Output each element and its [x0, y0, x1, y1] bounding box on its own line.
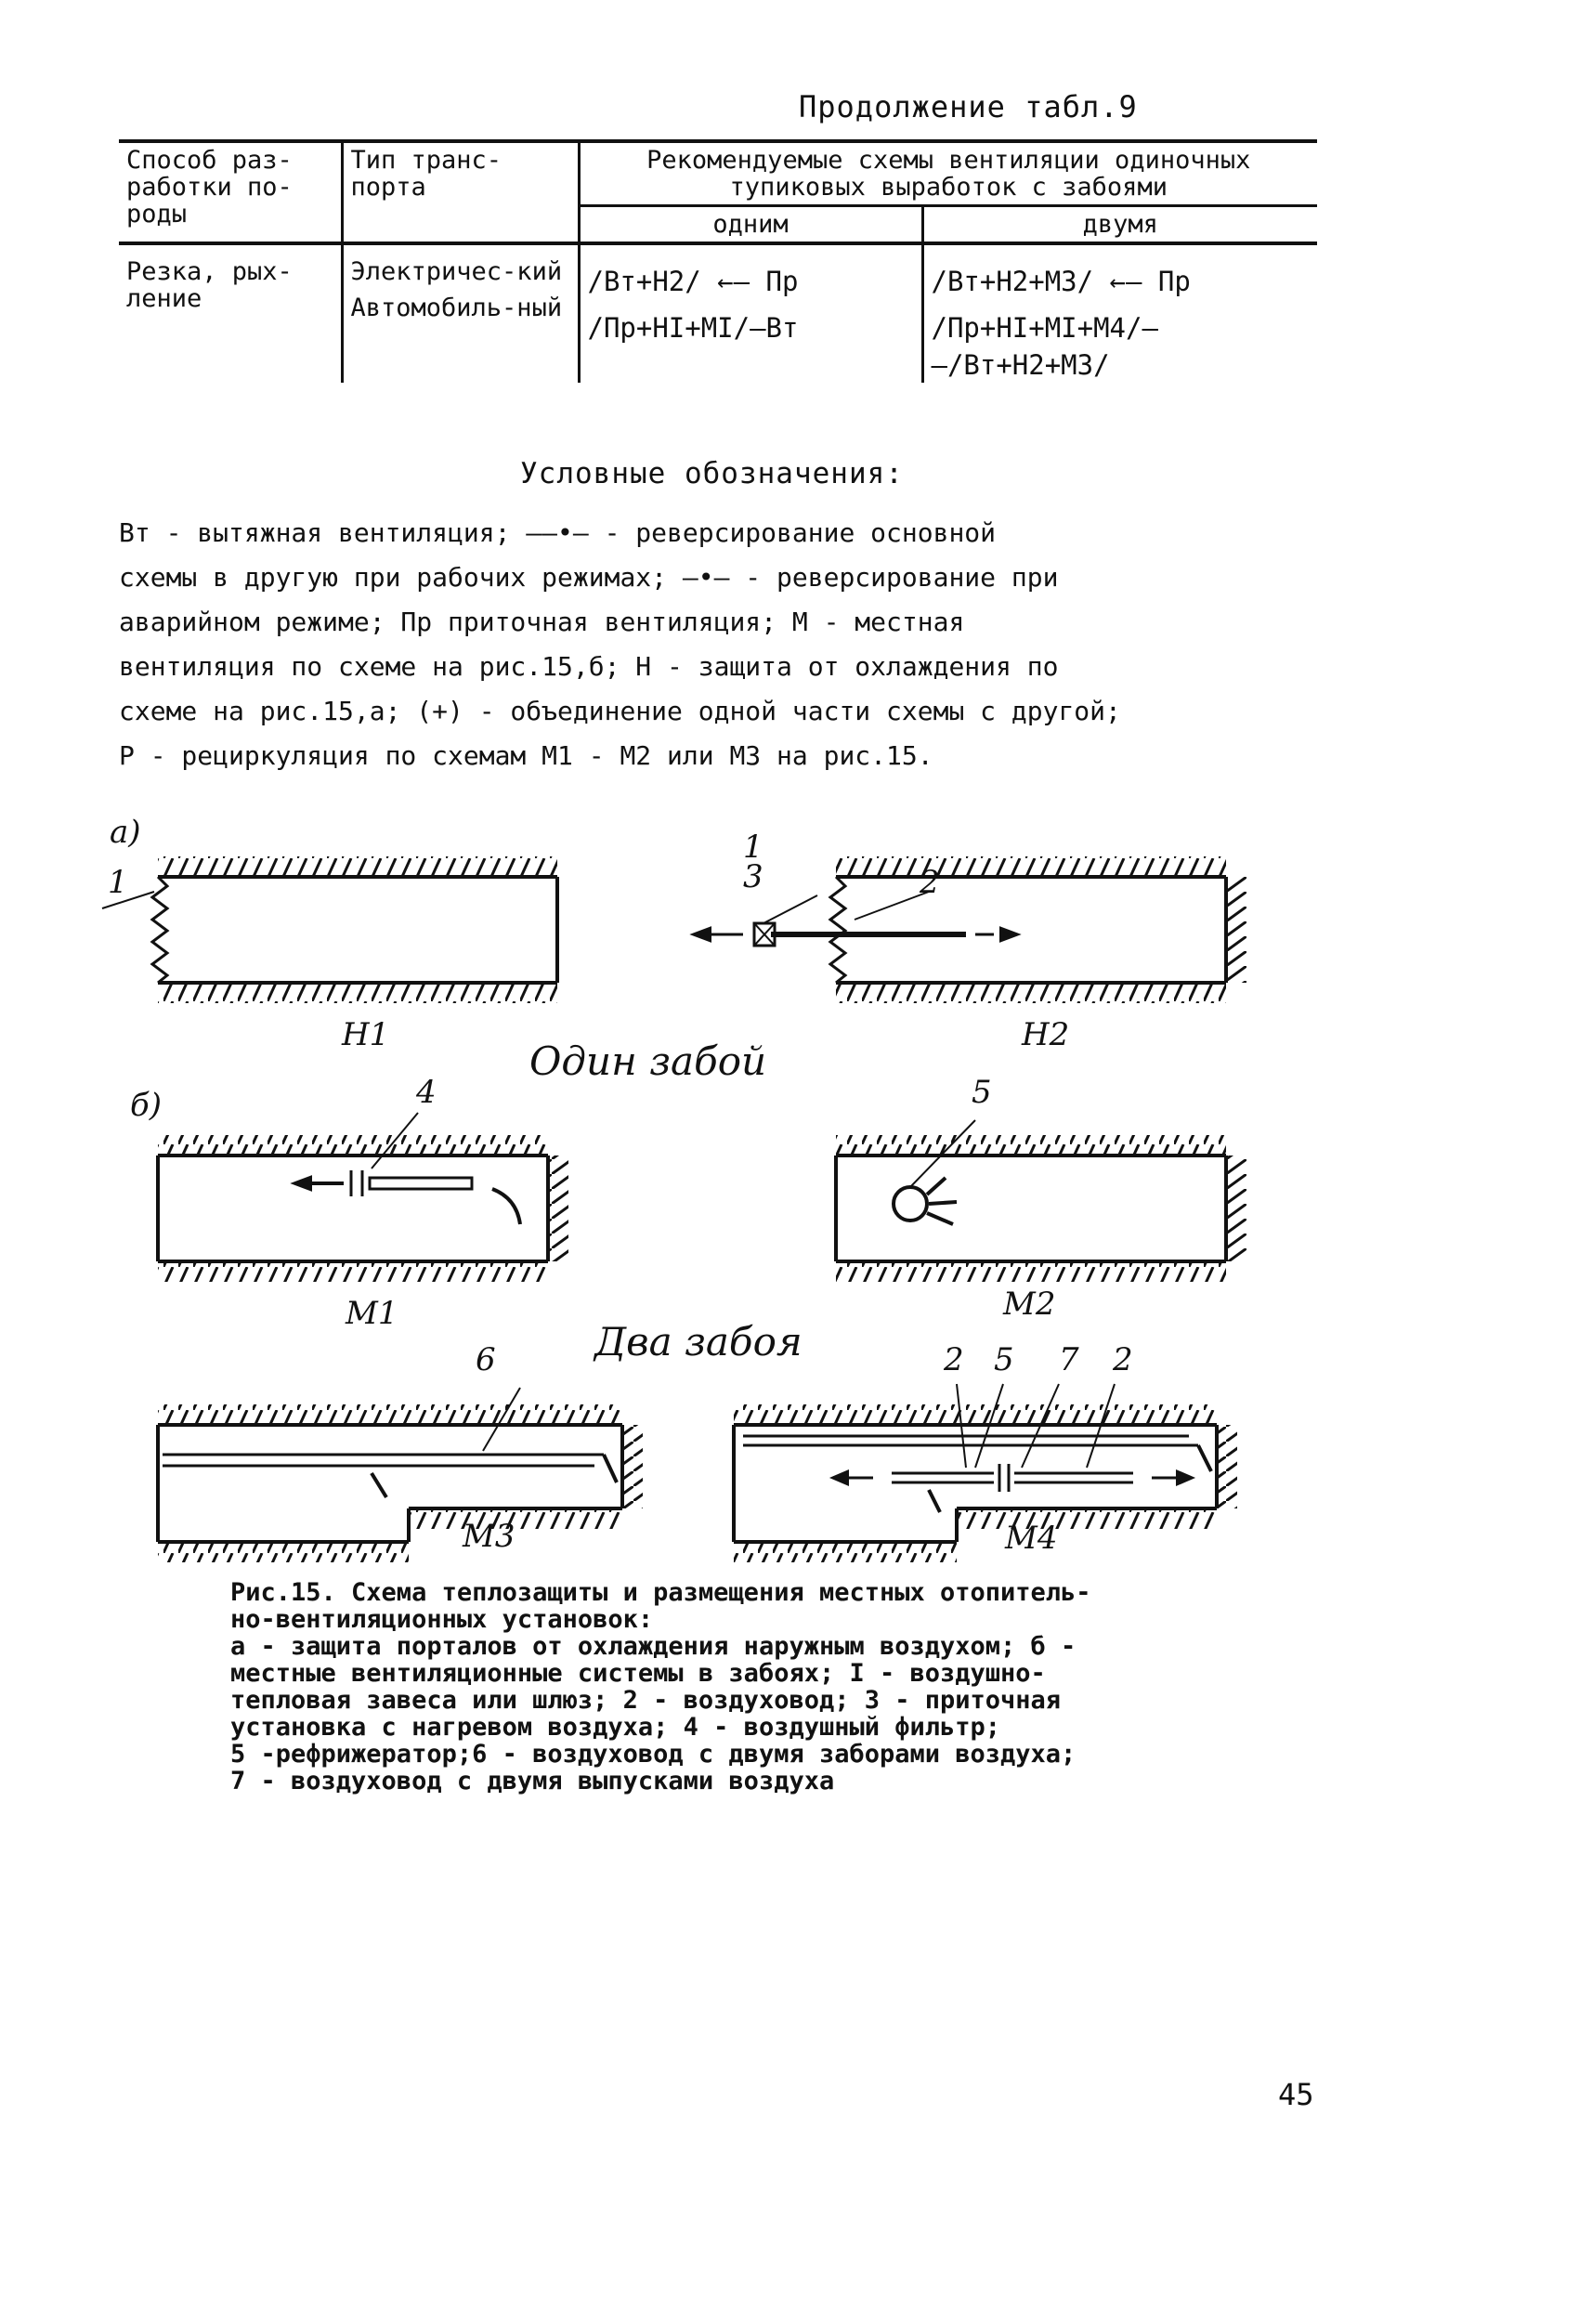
scheme-one-1: /Вт+Н2/ ←— Пр [587, 266, 799, 297]
callout-4: 4 [416, 1074, 437, 1111]
callout-5: 5 [994, 1341, 1014, 1378]
scheme-two-3: —/Вт+Н2+М3/ [931, 349, 1110, 381]
scheme-m1 [158, 1113, 568, 1282]
scheme-m4 [734, 1384, 1237, 1562]
callout-2: 2 [944, 1341, 964, 1378]
panel-label-a: а) [110, 814, 141, 851]
callout-5: 5 [972, 1074, 992, 1111]
callout-1: 1 [108, 864, 128, 901]
header-two-faces: двумя [922, 206, 1317, 244]
panel-label-b: б) [130, 1087, 163, 1124]
callout-7: 7 [1059, 1341, 1079, 1378]
legend-line: схемы в другую при рабочих режимах; —•— - реверсирование при [119, 562, 1059, 593]
figure-caption [230, 1579, 1298, 1795]
legend-line: вентиляция по схеме на рис.15,б; Н - защита от охлаждения по [119, 651, 1059, 682]
header-one-face: одним [579, 206, 922, 244]
callout-2: 2 [920, 864, 940, 901]
caption-line: установка с нагревом воздуха; 4 - воздушный фильтр; [230, 1713, 1001, 1742]
table-continuation-caption: Продолжение табл.9 [799, 89, 1138, 124]
label-h1: Н1 [342, 1016, 390, 1053]
transport-auto: Автомобиль-ный [350, 294, 563, 322]
legend-line: схеме на рис.15,а; (+) - объединение одной части схемы с другой; [119, 696, 1121, 726]
one-face-label: Один забой [529, 1038, 767, 1084]
caption-line: а - защита порталов от охлаждения наружным воздухом; б - [230, 1632, 1077, 1661]
callout-1: 1 [743, 829, 763, 866]
legend-line: Р - рециркуляция по схемам М1 - М2 или М3 на рис.15. [119, 740, 933, 771]
legend-title: Условные обозначения: [520, 457, 904, 490]
caption-line: но-вентиляционных установок: [230, 1605, 654, 1634]
label-m2: М2 [1003, 1286, 1056, 1323]
cell-method: Резка, рых-ление [126, 257, 293, 313]
header-transport: Тип транс-порта [342, 141, 579, 243]
page-number: 45 [1278, 2077, 1314, 2112]
label-m1: М1 [346, 1295, 398, 1332]
legend-line: Вт - вытяжная вентиляция; ——•— - реверсирование основной [119, 517, 997, 548]
caption-line: Рис.15. Схема теплозащиты и размещения местных отопитель- [230, 1578, 1091, 1607]
scheme-m2 [836, 1120, 1246, 1282]
scheme-h2 [695, 856, 1246, 1003]
label-m3: М3 [463, 1518, 515, 1555]
label-m4: М4 [1005, 1520, 1058, 1557]
callout-6: 6 [476, 1341, 496, 1378]
caption-line: 5 -рефрижератор;6 - воздуховод с двумя заборами воздуха; [230, 1740, 1077, 1769]
scheme-h1 [102, 856, 557, 1003]
header-schemes: Рекомендуемые схемы вентиляции одиночных тупиковых выработок с забоями [579, 141, 1317, 206]
callout-2: 2 [1113, 1341, 1133, 1378]
scheme-one-2: /Пр+НI+МI/—Вт [587, 312, 799, 344]
caption-line: местные вентиляционные системы в забоях; I - воздушно- [230, 1659, 1046, 1688]
caption-line: 7 - воздуховод с двумя выпусками воздуха [230, 1767, 835, 1795]
label-h2: Н2 [1022, 1016, 1070, 1053]
callout-3: 3 [743, 858, 763, 895]
scheme-m3 [158, 1388, 643, 1562]
scheme-two-1: /Вт+Н2+М3/ ←— Пр [931, 266, 1191, 297]
header-method: Способ раз-работки по-роды [119, 141, 342, 243]
caption-line: тепловая завеса или шлюз; 2 - воздуховод; 3 - приточная [230, 1686, 1062, 1715]
legend-line: аварийном режиме; Пр приточная вентиляция; М - местная [119, 607, 965, 637]
scheme-two-2: /Пр+НI+МI+М4/— [931, 312, 1158, 344]
two-faces-label: Два забоя [594, 1319, 803, 1364]
transport-electric: Электричес-кий [350, 257, 563, 286]
